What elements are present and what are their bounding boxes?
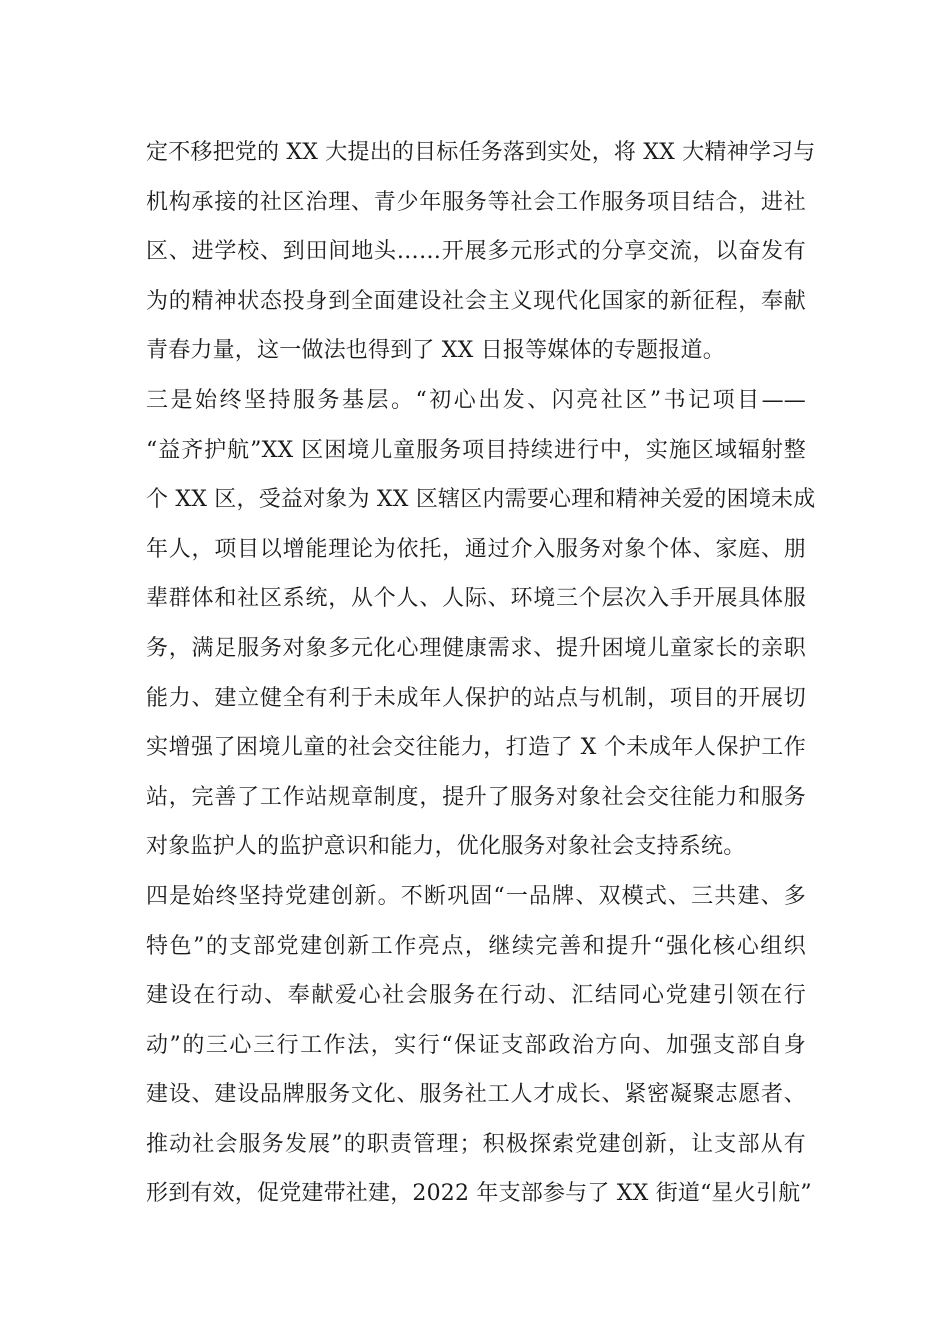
text-line: 辈群体和社区系统，从个人、人际、环境三个层次入手开展具体服 [146,586,806,612]
text-line: 青春力量，这一做法也得到了 XX 日报等媒体的专题报道。 [146,338,725,364]
text-line: 三是始终坚持服务基层。“初心出发、闪亮社区”书记项目—— [146,387,806,413]
text-line: 实增强了困境儿童的社会交往能力，打造了 X 个未成年人保护工作 [146,735,806,761]
text-line: 能力、建立健全有利于未成年人保护的站点与机制，项目的开展切 [146,685,806,711]
text-line: 定不移把党的 XX 大提出的目标任务落到实处，将 XX 大精神学习与 [146,140,816,165]
text-line: 区、进学校、到田间地头……开展多元形式的分享交流，以奋发有 [146,239,806,265]
text-line: 年人，项目以增能理论为依托，通过介入服务对象个体、家庭、朋 [146,536,806,562]
text-line: 为的精神状态投身到全面建设社会主义现代化国家的新征程，奉献 [146,288,806,314]
text-line: 特色”的支部党建创新工作亮点，继续完善和提升“强化核心组织 [146,933,806,959]
text-line: “益齐护航”XX 区困境儿童服务项目持续进行中，实施区域辐射整 [146,437,806,463]
text-line: 个 XX 区，受益对象为 XX 区辖区内需要心理和精神关爱的困境未成 [146,487,816,513]
text-line: 动”的三心三行工作法，实行“保证支部政治方向、加强支部自身 [146,1032,806,1058]
text-line: 机构承接的社区治理、青少年服务等社会工作服务项目结合，进社 [146,189,806,215]
text-line: 务，满足服务对象多元化心理健康需求、提升困境儿童家长的亲职 [146,635,806,661]
text-line: 推动社会服务发展”的职责管理；积极探索党建创新，让支部从有 [146,1131,806,1157]
text-line: 形到有效，促党建带社建，2022 年支部参与了 XX 街道“星火引航” [146,1181,812,1207]
text-line: 建设在行动、奉献爱心社会服务在行动、汇结同心党建引领在行 [146,983,806,1009]
text-line: 四是始终坚持党建创新。不断巩固“一品牌、双模式、三共建、多 [146,883,806,909]
text-line: 建设、建设品牌服务文化、服务社工人才成长、紧密凝聚志愿者、 [146,1082,806,1108]
document-body [146,128,816,1219]
text-line: 站，完善了工作站规章制度，提升了服务对象社会交往能力和服务 [146,784,806,810]
text-line: 对象监护人的监护意识和能力，优化服务对象社会支持系统。 [146,834,746,860]
